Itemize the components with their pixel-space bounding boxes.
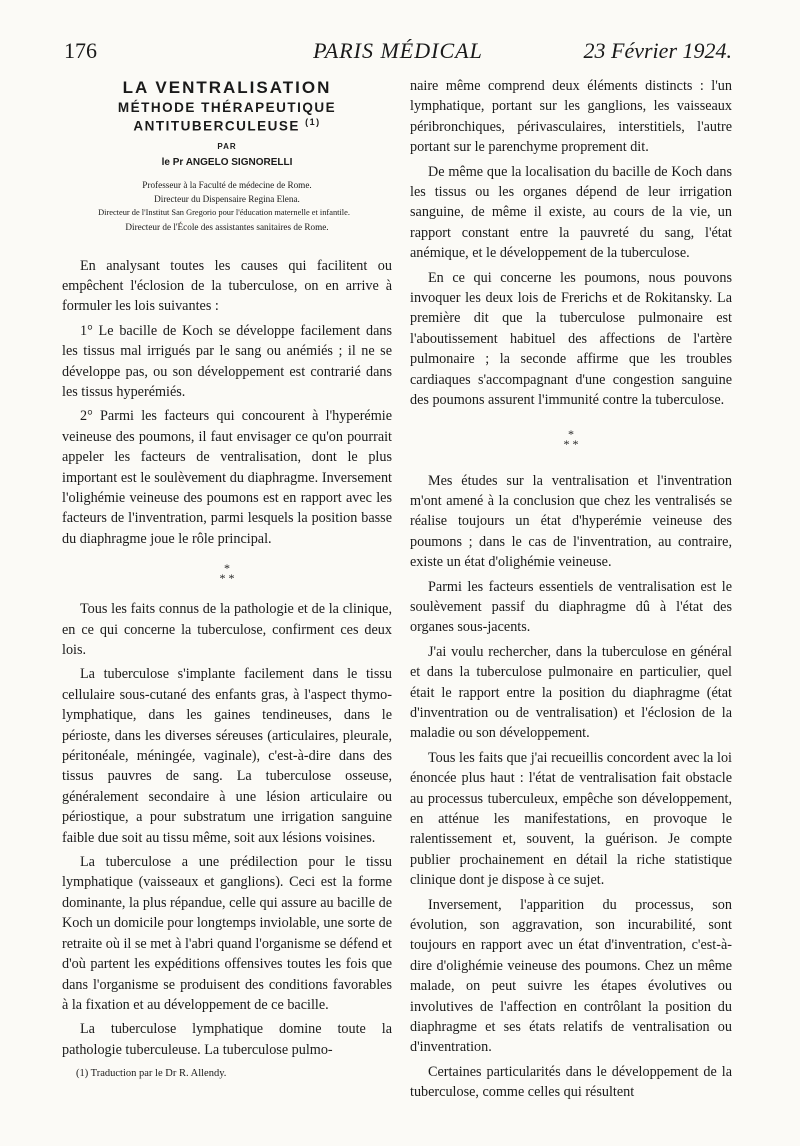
article-title: LA VENTRALISATION — [122, 78, 332, 97]
paragraph: Parmi les facteurs essentiels de ventralisation est le soulèvement passif du diaphragme dû à l'état des organes sous-jacents. — [410, 578, 732, 636]
author-name: le Pr ANGELO SIGNORELLI — [161, 156, 293, 168]
affiliations — [62, 178, 392, 234]
paragraph: J'ai voulu rechercher, dans la tuberculose en général et dans la tuberculose pulmonaire en particulier, quel était le rapport entre la position du diaphragme (état d'inventration ou de ventralisation) et l'éclosion de la maladie ou son développement. — [410, 643, 732, 742]
right-column — [410, 76, 732, 1107]
paragraph: naire même comprend deux éléments distincts : l'un lymphatique, portant sur les ganglions, les vaisseaux péribronchiques, périvasculaires, interstitiels, l'autre portant sur le parenchyme proprement dit. — [410, 78, 732, 156]
paragraph: Inversement, l'apparition du processus, son évolution, son aggravation, son incurabilité, sont toujours en rapport avec un état d'inventration, c'est-à-dire d'olighémie veineuse des poumons. Chez un même malade, on peut suivre les étapes évolutives ou involutives de l'affection en contrôlant la position du diaphragme et ses états relatifs de ventralisation ou d'inventration. — [410, 896, 732, 1056]
paragraph: 2° Parmi les facteurs qui concourent à l'hyperémie veineuse des poumons, il faut envisager ce qu'on pourrait appeler les facteurs de ventralisation, dont le plus important est le soulèvement du diaphragme. Inversement l'olighémie veineuse des poumons est en rapport avec les facteurs de l'inventration, parmi lesquels la position basse du diaphragme joue le rôle principal. — [62, 408, 392, 547]
affiliation-line: Professeur à la Faculté de médecine de Rome. — [142, 179, 312, 190]
journal-title: PARIS MÉDICAL — [313, 38, 483, 63]
footnote-ref: (1) — [305, 117, 321, 127]
paragraph: Tous les faits connus de la pathologie et de la clinique, en ce qui concerne la tuberculose, confirment ces deux lois. — [62, 601, 392, 658]
article-title-block — [62, 78, 392, 234]
article-subtitle-2-wrap — [62, 117, 392, 134]
page-number: 176 — [64, 38, 97, 63]
affiliation-line: Directeur de l'Institut San Gregorio pour l'éducation maternelle et infantile. — [98, 207, 350, 217]
paragraph: 1° Le bacille de Koch se développe facilement dans les tissus mal irrigués par le sang ou anémiés ; il ne se développe pas, ou son développement est contrarié dans les tissus hyperémiés. — [62, 322, 392, 400]
paragraph: La tuberculose s'implante facilement dans le tissu cellulaire sous-cutané des enfants gras, à l'aspect thymo-lymphatique, dans les gaines tendineuses, dans le périoste, dans les diverses séreuses (articulaires, pleurale, péritonéale, méningée, vaginale), c'est-à-dire dans des tissus pauvres de sang. La tuberculose osseuse, généralement secondaire à une lésion articulaire ou périostique, a pour substratum une irrigation sanguine faible due soit au tissu même, soit aux lésions voisines. — [62, 666, 392, 846]
paragraph: De même que la localisation du bacille de Koch dans les tissus ou les organes dépend de leur irrigation sanguine, de même il existe, au cours de la vie, un rapport constant entre la pauvreté du sang, l'état anémique, et le développement de la tuberculose. — [410, 163, 732, 262]
left-body — [62, 256, 392, 1085]
issue-date: 23 Février 1924. — [583, 38, 732, 63]
paragraph: Tous les faits que j'ai recueillis concordent avec la loi énoncée plus haut : l'état de ventralisation fait obstacle au processus tuberculeux, empêche son développement, en atténue les manifestations, en provoque le ralentissement et, souvent, la guérison. Je compte publier prochainement en détail la riche statistique clinique dont je dispose à ce sujet. — [410, 749, 732, 889]
paragraph: En ce qui concerne les poumons, nous pouvons invoquer les deux lois de Frerichs et de Rokitansky. La première dit que la tuberculose pulmonaire est l'aboutissement habituel des affections de l'artère pulmonaire ; la seconde affirme que les troubles cardiaques s'accompagnant d'une congestion sanguine des poumons assurent l'immunité contre la tuberculose. — [410, 269, 732, 409]
footnote: (1) Traduction par le Dr R. Allendy. — [76, 1068, 227, 1080]
affiliation-line: Directeur de l'École des assistantes sanitaires de Rome. — [125, 221, 329, 232]
separator-star-top: * — [224, 561, 230, 576]
right-body — [410, 76, 732, 1103]
left-column — [62, 76, 392, 1085]
running-head — [64, 38, 732, 68]
section-separator — [410, 426, 732, 451]
paragraph: La tuberculose lymphatique domine toute la pathologie tuberculeuse. La tuberculose pulmo- — [62, 1021, 392, 1058]
affiliation-line: Directeur du Dispensaire Regina Elena. — [154, 193, 300, 204]
article-subtitle-2: ANTITUBERCULEUSE — [133, 118, 300, 134]
paragraph: Certaines particularités dans le développement de la tuberculose, comme celles qui résultent — [410, 1063, 732, 1101]
section-separator — [62, 561, 392, 586]
byline-par: PAR — [217, 141, 237, 151]
separator-star-bottom: * * — [219, 571, 235, 586]
separator-star-top: * — [568, 426, 574, 441]
article-subtitle-1: MÉTHODE THÉRAPEUTIQUE — [117, 100, 337, 115]
paragraph: En analysant toutes les causes qui facilitent ou empêchent l'éclosion de la tuberculose, on en arrive à formuler les lois suivantes : — [62, 257, 392, 315]
paragraph: La tuberculose a une prédilection pour le tissu lymphatique (vaisseaux et ganglions). Ceci est la forme dominante, la plus répandue, celle qui assure au bacille de Koch un domicile pour longtemps inviolable, une sorte de retraite où il se met à l'abri quand l'organisme se défend et d'où partent les expéditions offensives toutes les fois que dans l'organisme se produisent des conditions favorables à la fixation et au développement de ce bacille. — [62, 854, 392, 1013]
separator-star-bottom: * * — [563, 436, 579, 451]
paragraph: Mes études sur la ventralisation et l'inventration m'ont amené à la conclusion que chez les ventralisés se réalise toujours un état d'hyperémie veineuse des poumons ; dans le cas de l'inventration, au contraire, existe un état d'olighémie veineuse. — [410, 472, 732, 571]
